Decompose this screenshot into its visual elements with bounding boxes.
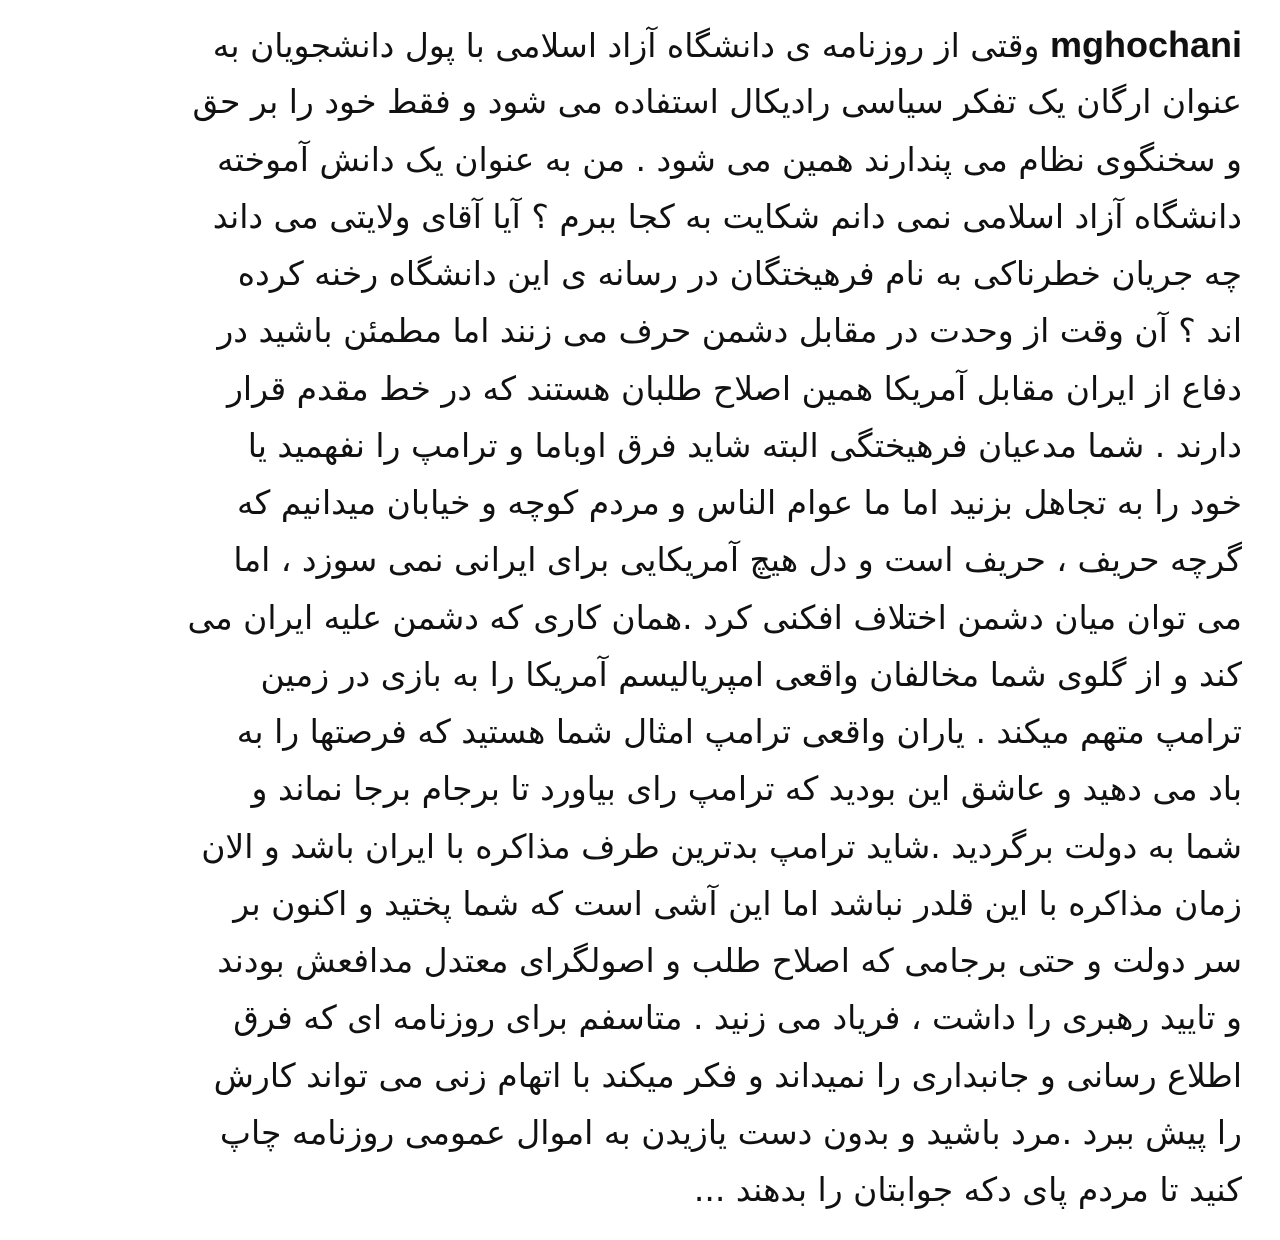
comment-line: زمان مذاکره با این قلدر نباشد اما این آشی است که شما پختید و اکنون بر [233, 883, 1242, 923]
comment-line: چه جریان خطرناکی به نام فرهیختگان در رسانه ی این دانشگاه رخنه کرده [237, 254, 1242, 293]
comment-line [2, 16, 1242, 73]
comment-text: وقتی از روزنامه ی دانشگاه آزاد اسلامی با پول دانشجویان به [212, 26, 1040, 65]
comment-line: و سخنگوی نظام می پندارند همین می شود . من به عنوان یک دانش آموخته [217, 139, 1242, 179]
comment-line: و تایید رهبری را داشت ، فریاد می زنید . متاسفم برای روزنامه ای که فرق [233, 998, 1242, 1038]
comment-line: عنوان ارگان یک تفکر سیاسی رادیکال استفاده می شود و فقط خود را بر حق [192, 82, 1242, 122]
comment-body [2, 16, 1242, 1218]
comment-line: خود را به تجاهل بزنید اما ما عوام الناس و مردم کوچه و خیابان میدانیم که [236, 483, 1242, 522]
comment-line: دارند . شما مدعیان فرهیختگی البته شاید فرق اوباما و ترامپ را نفهمید یا [247, 425, 1242, 465]
comment-line: ترامپ متهم میکند . یاران واقعی ترامپ امثال شما هستید که فرصتها را به [236, 712, 1242, 751]
comment-line: سر دولت و حتی برجامی که اصلاح طلب و اصولگرای معتدل مدافعش بودند [217, 941, 1242, 980]
comment-line: کنید تا مردم پای دکه جوابتان را بدهند ... [693, 1170, 1242, 1209]
comment-line: می توان میان دشمن اختلاف افکنی کرد .همان کاری که دشمن علیه ایران می [187, 597, 1242, 637]
comment-line: اطلاع رسانی و جانبداری را نمیداند و فکر میکند با اتهام زنی می تواند کارش [213, 1055, 1242, 1095]
comment-line: شما به دولت برگردید .شاید ترامپ بدترین طرف مذاکره با ایران باشد و الان [201, 826, 1242, 866]
comment-line: دانشگاه آزاد اسلامی نمی دانم شکایت به کجا ببرم ؟ آیا آقای ولایتی می داند [212, 196, 1242, 236]
comment-line: گرچه حریف ، حریف است و دل هیچ آمریکایی برای ایرانی نمی سوزد ، اما [233, 540, 1242, 580]
comment-line: دفاع از ایران مقابل آمریکا همین اصلاح طلبان هستند که در خط مقدم قرار [227, 368, 1242, 408]
username-link[interactable]: mghochani [1049, 24, 1242, 65]
comment-line: را پیش ببرد .مرد باشید و بدون دست یازیدن به اموال عمومی روزنامه چاپ [219, 1112, 1242, 1152]
comment-line: اند ؟ آن وقت از وحدت در مقابل دشمن حرف می زنند اما مطمئن باشید در [217, 311, 1242, 351]
comment-line: کند و از گلوی شما مخالفان واقعی امپریالیسم آمریکا را به بازی در زمین [260, 654, 1242, 694]
comment-line: باد می دهید و عاشق این بودید که ترامپ رای بیاورد تا برجام برجا نماند و [251, 769, 1242, 809]
